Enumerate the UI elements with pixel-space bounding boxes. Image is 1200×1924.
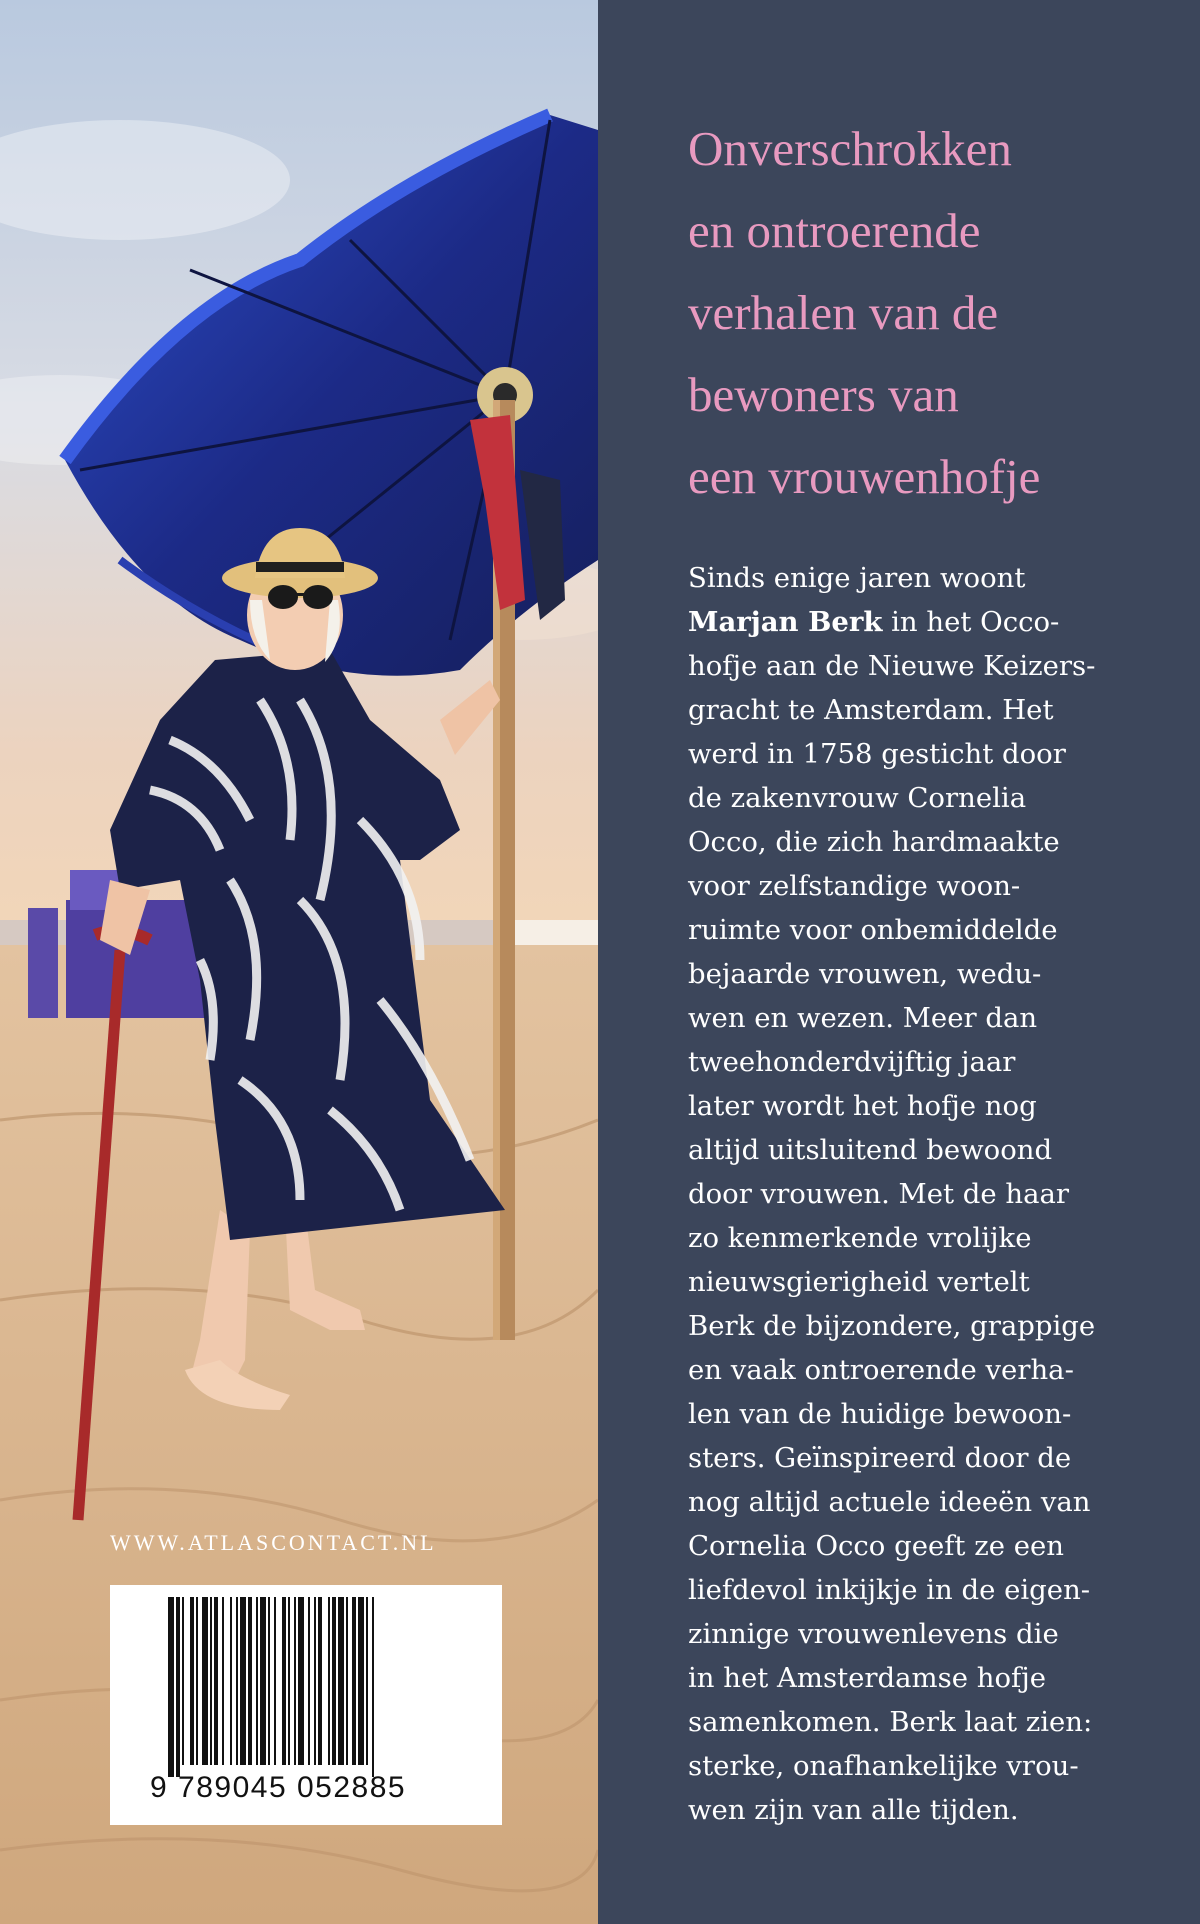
barcode-bar <box>294 1597 296 1765</box>
cover-photo <box>0 0 598 1924</box>
barcode-bar <box>352 1597 356 1765</box>
book-description <box>688 556 1188 1832</box>
blurb-line: tweehonderdvijftig jaar <box>688 1046 1016 1078</box>
barcode-bar <box>168 1597 174 1777</box>
barcode-bar <box>236 1597 238 1765</box>
barcode-bar <box>366 1597 368 1765</box>
blurb-line: nieuwsgierigheid vertelt <box>688 1266 1030 1298</box>
blurb-line: gracht te Amsterdam. Het <box>688 694 1054 726</box>
tagline-headline <box>688 108 1178 518</box>
barcode-bar <box>314 1597 316 1765</box>
headline-line: verhalen van de <box>688 285 999 340</box>
blurb-line: Cornelia Occo geeft ze een <box>688 1530 1064 1562</box>
barcode-bar <box>328 1597 330 1765</box>
barcode-bar <box>240 1597 246 1765</box>
barcode-bar <box>332 1597 336 1765</box>
barcode-bar <box>248 1597 252 1765</box>
blurb-line: altijd uitsluitend bewoond <box>688 1134 1053 1166</box>
barcode-bar <box>298 1597 304 1765</box>
barcode-bar <box>260 1597 266 1765</box>
blurb-line: bejaarde vrouwen, wedu- <box>688 958 1042 990</box>
blurb-line: samenkomen. Berk laat zien: <box>688 1706 1093 1738</box>
headline-line: Onverschrokken <box>688 121 1012 176</box>
blurb-line: zinnige vrouwenlevens die <box>688 1618 1059 1650</box>
barcode-bar <box>222 1597 224 1765</box>
barcode-bar <box>230 1597 232 1765</box>
text-panel <box>598 0 1200 1924</box>
blurb-line: len van de huidige bewoon- <box>688 1398 1072 1430</box>
barcode-bar <box>256 1597 258 1765</box>
barcode-bar <box>176 1597 180 1777</box>
barcode-bar <box>372 1597 374 1777</box>
blurb-line: wen zijn van alle tijden. <box>688 1794 1019 1826</box>
blurb-line: Berk de bijzondere, grappige <box>688 1310 1096 1342</box>
barcode-bar <box>190 1597 194 1765</box>
barcode-bar <box>308 1597 310 1765</box>
barcode-bar <box>288 1597 290 1765</box>
blurb-line: ruimte voor onbemiddelde <box>688 914 1058 946</box>
barcode-bar <box>282 1597 286 1765</box>
blurb-line: zo kenmerkende vrolijke <box>688 1222 1032 1254</box>
blurb-line: liefdevol inkijkje in de eigen- <box>688 1574 1091 1606</box>
blurb-line: Occo, die zich hardmaakte <box>688 826 1060 858</box>
barcode-bar <box>196 1597 198 1765</box>
author-name: Marjan Berk <box>688 606 883 638</box>
blurb-line: de zakenvrouw Cornelia <box>688 782 1027 814</box>
barcode-bar <box>182 1597 184 1765</box>
blurb-line: door vrouwen. Met de haar <box>688 1178 1070 1210</box>
blurb-line: nog altijd actuele ideeën van <box>688 1486 1091 1518</box>
isbn-barcode <box>110 1585 502 1825</box>
blurb-line: werd in 1758 gesticht door <box>688 738 1066 770</box>
barcode-bar <box>274 1597 276 1765</box>
blurb-line: hofje aan de Nieuwe Keizers- <box>688 650 1096 682</box>
blurb-line: wen en wezen. Meer dan <box>688 1002 1038 1034</box>
barcode-bar <box>202 1597 208 1765</box>
barcode-bar <box>210 1597 212 1765</box>
barcode-bar <box>338 1597 344 1765</box>
barcode-bar <box>358 1597 364 1765</box>
barcode-bar <box>268 1597 270 1765</box>
blurb-line: sters. Geïnspireerd door de <box>688 1442 1072 1474</box>
blurb-line: in het Amsterdamse hofje <box>688 1662 1046 1694</box>
barcode-bar <box>214 1597 218 1765</box>
publisher-website[interactable]: WWW.ATLASCONTACT.NL <box>110 1530 437 1555</box>
blurb-line: sterke, onafhankelijke vrou- <box>688 1750 1079 1782</box>
blurb-line: later wordt het hofje nog <box>688 1090 1037 1122</box>
blurb-line: en vaak ontroerende verha- <box>688 1354 1074 1386</box>
blurb-line-author <box>688 600 1188 644</box>
barcode-bar <box>346 1597 348 1765</box>
headline-line: en ontroerende <box>688 203 981 258</box>
isbn-digits: 9 789045 052885 <box>150 1771 407 1804</box>
blurb-line: Sinds enige jaren woont <box>688 562 1026 594</box>
blurb-line-rest: in het Occo- <box>882 606 1060 638</box>
barcode-bar <box>318 1597 322 1765</box>
headline-line: bewoners van <box>688 367 959 422</box>
blurb-line: voor zelfstandige woon- <box>688 870 1021 902</box>
headline-line: een vrouwenhofje <box>688 449 1041 504</box>
